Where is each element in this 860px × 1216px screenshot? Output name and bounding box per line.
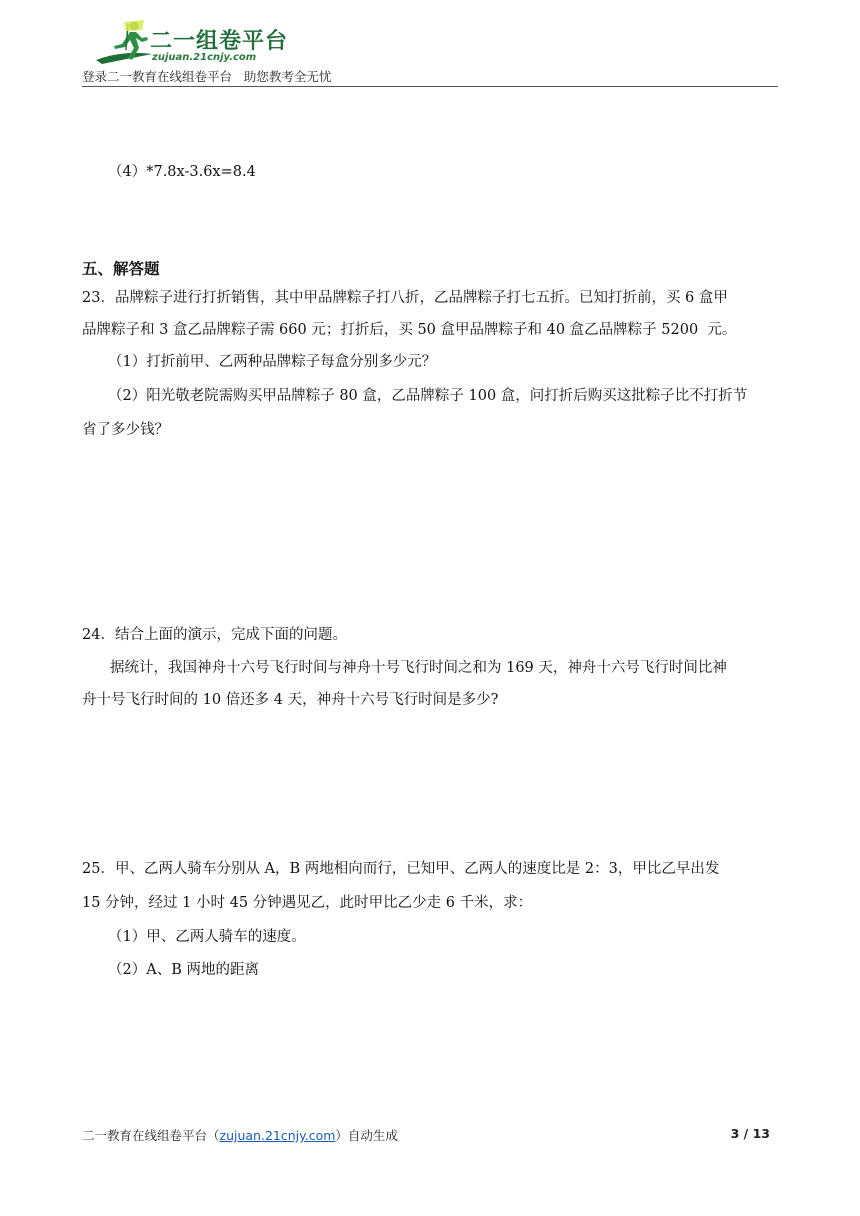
header-tagline: 登录二一教育在线组卷平台 助您教考全无忧 bbox=[82, 69, 332, 84]
logo-url: zujuan.21cnjy.com bbox=[152, 52, 257, 63]
section-heading: 五、解答题 bbox=[82, 260, 160, 278]
q25-sub1: （1）甲、乙两人骑车的速度。 bbox=[108, 929, 306, 945]
q24-line2: 据统计，我国神舟十六号飞行时间与神舟十号飞行时间之和为 169 天，神舟十六号飞行时间比神 bbox=[110, 660, 727, 676]
logo-title: 二一组卷平台 bbox=[150, 29, 289, 54]
q25-sub2: （2）A、B 两地的距离 bbox=[108, 962, 259, 978]
footer-source bbox=[82, 1126, 398, 1144]
q23-sub2-line1: （2）阳光敬老院需购买甲品牌粽子 80 盒，乙品牌粽子 100 盒，问打折后购买这批粽子比不打折节 bbox=[108, 388, 748, 404]
footer-link[interactable]: zujuan.21cnjy.com bbox=[219, 1128, 336, 1143]
page-number: 3 / 13 bbox=[730, 1126, 770, 1141]
q25-line2: 15 分钟，经过 1 小时 45 分钟遇见乙，此时甲比乙少走 6 千米，求： bbox=[82, 895, 533, 911]
q24-line3: 舟十号飞行时间的 10 倍还多 4 天，神舟十六号飞行时间是多少? bbox=[82, 692, 499, 708]
q23-sub2-line2: 省了多少钱？ bbox=[82, 422, 169, 438]
q23-line2: 品牌粽子和 3 盒乙品牌粽子需 660 元；打折后，买 50 盒甲品牌粽子和 40 盒乙品牌粽子 5200 元。 bbox=[82, 322, 737, 338]
q23-sub1: （1）打折前甲、乙两种品牌粽子每盒分别多少元？ bbox=[108, 354, 437, 370]
footer-prefix: 二一教育在线组卷平台（ bbox=[82, 1128, 220, 1143]
footer-suffix: ）自动生成 bbox=[335, 1128, 398, 1143]
equation-4: （4）*7.8x-3.6x=8.4 bbox=[108, 164, 256, 180]
q25-line1: 25．甲、乙两人骑车分别从 A，B 两地相向而行，已知甲、乙两人的速度比是 2：3，甲比乙早出发 bbox=[82, 861, 720, 877]
header-divider bbox=[82, 86, 778, 87]
q24-line1: 24．结合上面的演示，完成下面的问题。 bbox=[82, 627, 347, 643]
q23-line1: 23．品牌粽子进行打折销售，其中甲品牌粽子打八折，乙品牌粽子打七五折。已知打折前，买 6 盒甲 bbox=[82, 290, 728, 306]
